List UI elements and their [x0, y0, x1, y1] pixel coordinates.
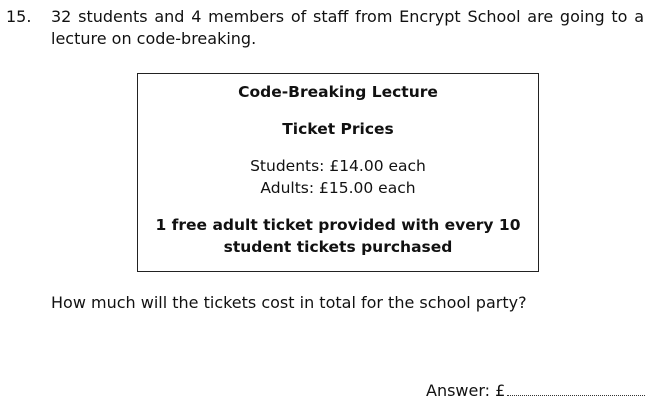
question-number: 15.: [6, 7, 32, 26]
question-text: 32 students and 4 members of staff from Encrypt School are going to a lecture on code-breaking.: [51, 7, 644, 48]
adult-price: Adults: £15.00 each: [260, 179, 416, 197]
answer-label: Answer: £: [426, 381, 506, 400]
offer-line-1: 1 free adult ticket provided with every 10: [155, 216, 521, 234]
notice-subtitle: Ticket Prices: [282, 120, 394, 138]
ticket-price-notice: [137, 73, 539, 272]
answer-area: [426, 380, 645, 402]
question-prompt: How much will the tickets cost in total for the school party?: [51, 293, 527, 312]
student-price: Students: £14.00 each: [250, 157, 426, 175]
answer-line[interactable]: [507, 381, 645, 396]
notice-title: Code-Breaking Lecture: [238, 83, 438, 101]
offer-line-2: student tickets purchased: [223, 238, 453, 256]
